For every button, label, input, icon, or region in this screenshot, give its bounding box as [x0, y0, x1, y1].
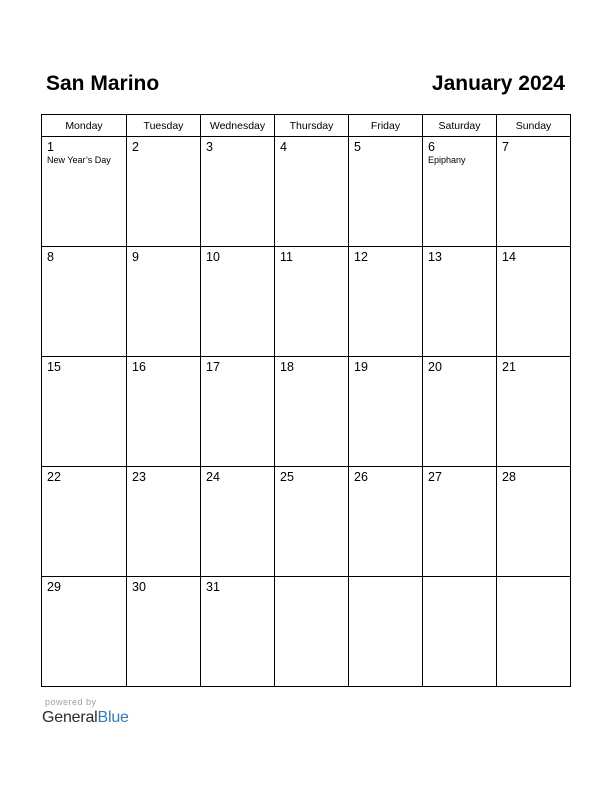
day-cell	[497, 137, 571, 247]
day-cell	[127, 137, 201, 247]
weekday-header: Monday	[42, 115, 127, 137]
day-cell	[42, 357, 127, 467]
day-number: 8	[47, 250, 54, 264]
weekday-header: Thursday	[275, 115, 349, 137]
day-cell	[275, 247, 349, 357]
weekday-header-row	[42, 115, 571, 137]
calendar-grid	[41, 114, 571, 687]
day-number: 4	[280, 140, 287, 154]
day-cell	[275, 137, 349, 247]
day-cell	[42, 577, 127, 687]
day-cell	[423, 137, 497, 247]
day-number: 25	[280, 470, 294, 484]
week-row	[42, 137, 571, 247]
day-number: 3	[206, 140, 213, 154]
day-number: 19	[354, 360, 368, 374]
day-number: 27	[428, 470, 442, 484]
weekday-header: Friday	[349, 115, 423, 137]
day-number: 17	[206, 360, 220, 374]
day-cell	[201, 467, 275, 577]
day-cell	[275, 577, 349, 687]
day-number: 30	[132, 580, 146, 594]
brand-logo	[42, 708, 129, 728]
day-cell	[127, 247, 201, 357]
brand-blue: Blue	[97, 709, 129, 726]
day-number	[275, 577, 348, 580]
day-cell	[201, 247, 275, 357]
week-row	[42, 357, 571, 467]
day-cell	[349, 577, 423, 687]
day-cell	[127, 357, 201, 467]
day-number: 31	[206, 580, 220, 594]
day-number: 26	[354, 470, 368, 484]
day-cell	[497, 357, 571, 467]
week-row	[42, 247, 571, 357]
day-number: 12	[354, 250, 368, 264]
day-cell	[127, 577, 201, 687]
day-number: 15	[47, 360, 61, 374]
day-number: 13	[428, 250, 442, 264]
country-title: San Marino	[46, 72, 160, 95]
day-number	[423, 577, 496, 580]
day-cell	[127, 467, 201, 577]
holiday-label: New Year’s Day	[47, 155, 111, 165]
day-cell	[275, 357, 349, 467]
day-number: 16	[132, 360, 146, 374]
day-cell	[201, 577, 275, 687]
day-cell	[349, 247, 423, 357]
weekday-header: Wednesday	[201, 115, 275, 137]
day-number: 9	[132, 250, 139, 264]
day-number: 5	[354, 140, 361, 154]
day-cell	[497, 467, 571, 577]
day-number: 29	[47, 580, 61, 594]
weekday-header: Tuesday	[127, 115, 201, 137]
day-cell	[497, 247, 571, 357]
day-cell	[42, 467, 127, 577]
day-number: 6	[428, 140, 435, 154]
day-cell	[423, 247, 497, 357]
day-cell	[42, 247, 127, 357]
day-number: 21	[502, 360, 516, 374]
day-number: 22	[47, 470, 61, 484]
day-number: 28	[502, 470, 516, 484]
weekday-header: Sunday	[497, 115, 571, 137]
day-cell	[349, 357, 423, 467]
day-cell	[201, 137, 275, 247]
day-cell	[423, 357, 497, 467]
day-cell	[275, 467, 349, 577]
day-cell	[497, 577, 571, 687]
day-number: 2	[132, 140, 139, 154]
weekday-header: Saturday	[423, 115, 497, 137]
day-number: 20	[428, 360, 442, 374]
week-row	[42, 577, 571, 687]
day-cell	[349, 137, 423, 247]
holiday-label: Epiphany	[428, 155, 466, 165]
day-cell	[423, 467, 497, 577]
powered-by-text: powered by	[45, 697, 97, 707]
brand-general: General	[42, 709, 98, 726]
month-year-title: January 2024	[431, 72, 565, 95]
day-number: 7	[502, 140, 509, 154]
day-cell	[423, 577, 497, 687]
day-cell	[42, 137, 127, 247]
day-number: 1	[47, 140, 54, 154]
week-row	[42, 467, 571, 577]
day-number: 23	[132, 470, 146, 484]
day-cell	[349, 467, 423, 577]
day-number: 18	[280, 360, 294, 374]
footer-branding	[42, 697, 129, 728]
day-number	[497, 577, 570, 580]
day-number: 11	[280, 250, 293, 264]
day-number: 10	[206, 250, 220, 264]
day-number: 24	[206, 470, 220, 484]
day-cell	[201, 357, 275, 467]
day-number: 14	[502, 250, 516, 264]
day-number	[349, 577, 422, 580]
